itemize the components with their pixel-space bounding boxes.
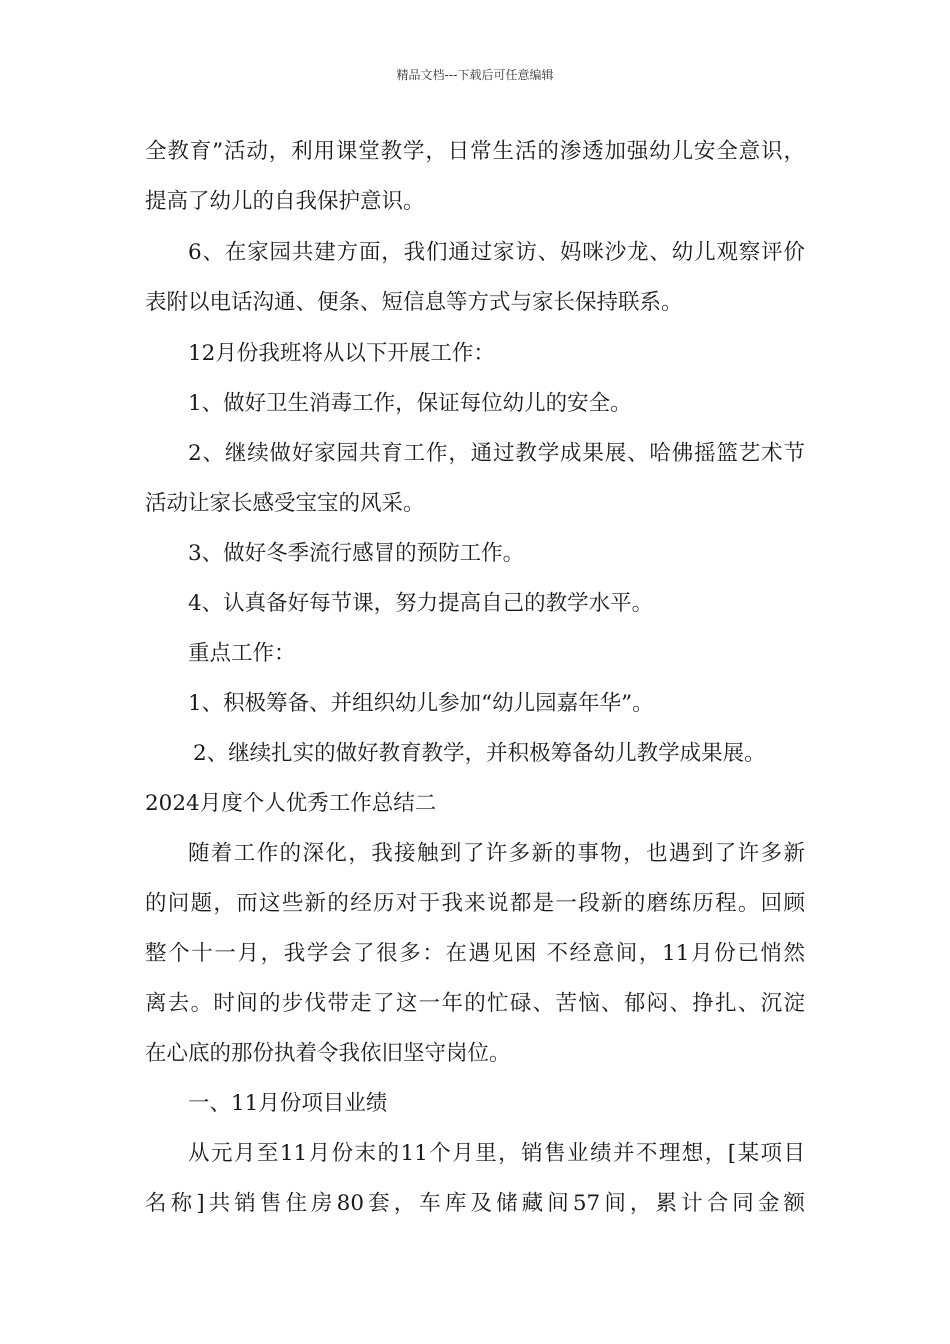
text-line: 在心底的那份执着令我依旧坚守岗位。	[145, 1041, 511, 1066]
text-line: 从元月至11月份末的11个月里，销售业绩并不理想，[某项目	[188, 1141, 805, 1166]
text-line: 名称]共销售住房80套，车库及储藏间57间，累计合同金额	[145, 1191, 805, 1216]
section-heading: 一、11月份项目业绩	[188, 1091, 388, 1116]
text-line: 6、在家园共建方面，我们通过家访、妈咪沙龙、幼儿观察评价	[188, 240, 805, 265]
text-line: 2、继续做好家园共育工作，通过教学成果展、哈佛摇篮艺术节	[188, 441, 805, 466]
text-line: 活动让家长感受宝宝的风采。	[145, 491, 425, 516]
document-title: 2024月度个人优秀工作总结二	[145, 791, 437, 816]
text-line: 提高了幼儿的自我保护意识。	[145, 189, 425, 214]
text-line: 全教育”活动，利用课堂教学，日常生活的渗透加强幼儿安全意识，	[145, 139, 805, 164]
text-line: 1、积极筹备、并组织幼儿参加“幼儿园嘉年华”。	[188, 691, 654, 716]
text-line: 3、做好冬季流行感冒的预防工作。	[188, 541, 525, 566]
text-line: 2、继续扎实的做好教育教学，并积极筹备幼儿教学成果展。	[193, 741, 766, 766]
text-line: 整个十一月，我学会了很多：在遇见困 不经意间，11月份已悄然	[145, 941, 805, 966]
section-heading: 重点工作：	[188, 641, 296, 666]
page-header: 精品文档---下载后可任意编辑	[396, 68, 554, 82]
text-line: 4、认真备好每节课，努力提高自己的教学水平。	[188, 591, 654, 616]
text-line: 1、做好卫生消毒工作，保证每位幼儿的安全。	[188, 391, 632, 416]
text-line: 12月份我班将从以下开展工作：	[188, 341, 495, 366]
text-line: 离去。时间的步伐带走了这一年的忙碌、苦恼、郁闷、挣扎、沉淀	[145, 991, 805, 1016]
text-line: 表附以电话沟通、便条、短信息等方式与家长保持联系。	[145, 290, 683, 315]
text-line: 随着工作的深化，我接触到了许多新的事物，也遇到了许多新	[188, 841, 805, 866]
text-line: 的问题，而这些新的经历对于我来说都是一段新的磨练历程。回顾	[145, 891, 805, 916]
